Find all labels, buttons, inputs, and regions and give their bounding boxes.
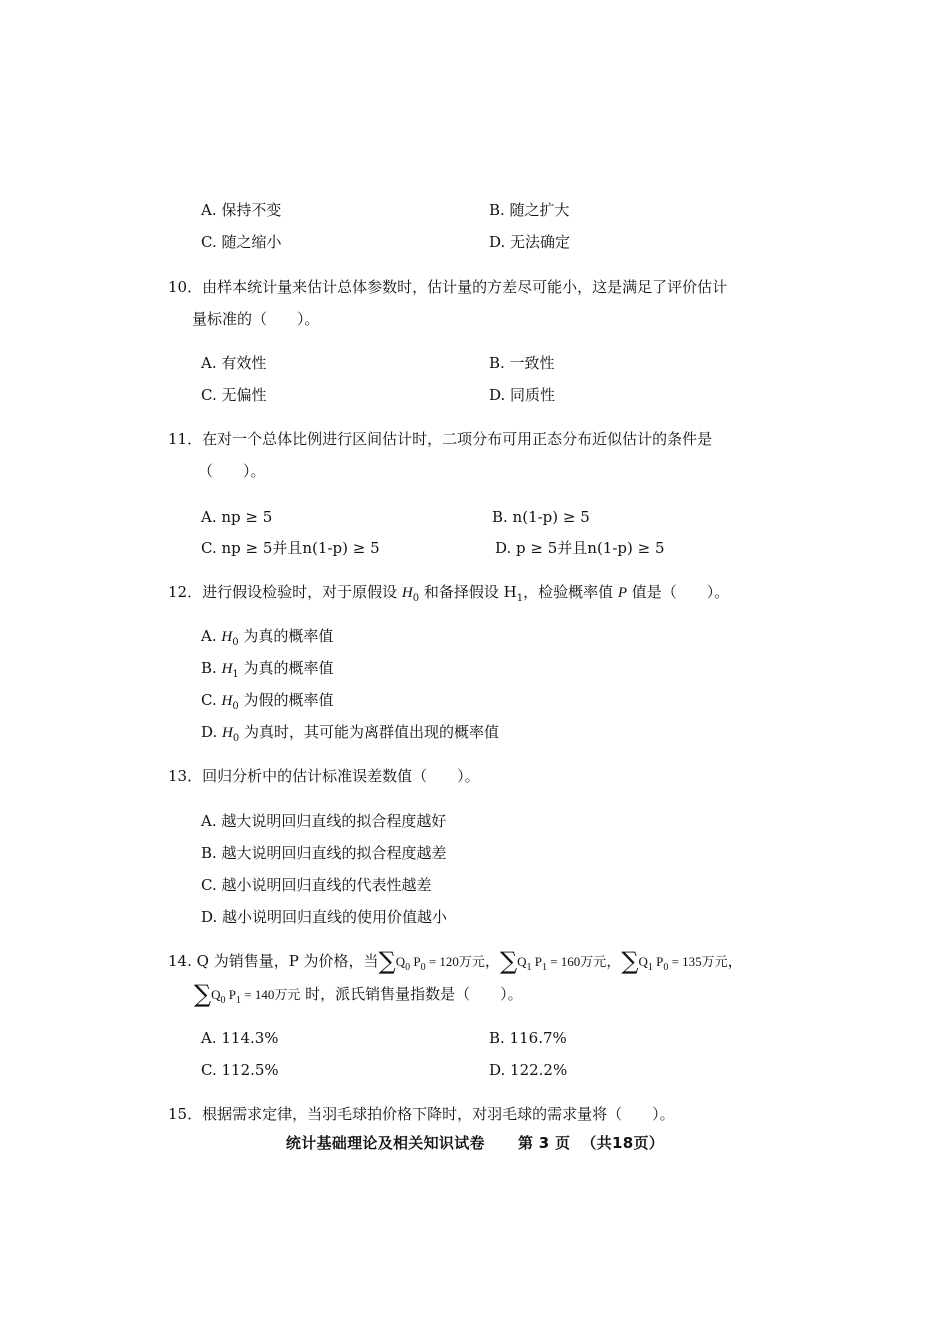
q12-option-d-label: D. [201, 723, 223, 741]
q9-option-a: A. 保持不变 [201, 201, 282, 219]
q11-option-a: A. np ≥ 5 [201, 508, 273, 526]
q14-comma-3: ， [727, 952, 743, 970]
sum-icon: ∑ [378, 947, 396, 975]
q11-option-b: B. n(1-p) ≥ 5 [492, 508, 590, 526]
sum-icon: ∑ [621, 947, 639, 975]
q10-option-d: D. 同质性 [489, 386, 556, 404]
q11-stem-line2: （ ）。 [198, 462, 266, 480]
q11-stem-line1: 11．在对一个总体比例进行区间估计时，二项分布可用正态分布近似估计的条件是 [168, 430, 713, 448]
q13-option-a: A. 越大说明回归直线的拟合程度越好 [201, 812, 447, 830]
q12-option-b-sub: 1 [232, 669, 239, 680]
q13-stem: 13．回归分析中的估计标准误差数值（ ）。 [168, 767, 480, 785]
q12-stem-prefix: 12．进行假设检验时，对于原假设 [168, 583, 402, 601]
q12-option-a [201, 626, 333, 647]
q14-stem-line1 [168, 947, 743, 975]
q12-option-c [201, 690, 333, 711]
q12-option-d-sub: 0 [232, 733, 240, 744]
q10-option-b: B. 一致性 [489, 354, 555, 372]
q12-stem-mid1: 和备择假设 H [419, 583, 517, 601]
q14-sum1: $Q_0$ $P_0 = 120$万元 [395, 954, 485, 973]
q12-option-c-label: C. [201, 691, 222, 709]
q14-option-d: D. 122.2% [489, 1061, 568, 1079]
q12-option-d [201, 722, 499, 743]
q14-option-b: B. 116.7% [489, 1029, 567, 1047]
q12-h0-sub: 0 [412, 593, 420, 604]
sum-icon: ∑ [194, 980, 212, 1008]
q10-stem-line1: 10．由样本统计量来估计总体参数时，估计量的方差尽可能小，这是满足了评价估计 [168, 278, 728, 296]
q12-stem-suffix: 值是（ ）。 [627, 583, 730, 601]
q10-option-c: C. 无偏性 [201, 386, 267, 404]
q12-option-d-var: H [222, 725, 233, 741]
footer-total-pages: （共18页） [581, 1134, 665, 1152]
q14-option-c: C. 112.5% [201, 1061, 279, 1079]
sum-icon: ∑ [499, 947, 518, 975]
q12-stem-mid2: ，检验概率值 [523, 583, 618, 601]
q12-option-d-text: 为真时，其可能为离群值出现的概率值 [239, 723, 500, 741]
q12-h0-var: H [401, 585, 413, 601]
q14-comma-2: ， [606, 952, 622, 970]
q14-stem-line2 [194, 980, 523, 1008]
q14-stem-suffix: 时，派氏销售量指数是（ ）。 [300, 985, 523, 1003]
q12-option-b [201, 658, 334, 679]
q12-p-var: P [617, 585, 628, 601]
q12-option-b-text: 为真的概率值 [238, 659, 334, 677]
q12-option-c-var: H [221, 693, 233, 709]
q12-option-b-var: H [221, 661, 233, 677]
q12-option-c-sub: 0 [232, 701, 239, 712]
q14-sum2: $Q_1$ $P_1 = 160$万元 [517, 954, 607, 973]
q14-option-a: A. 114.3% [201, 1029, 279, 1047]
q14-sum3: $Q_1$ $P_0 = 135$万元 [638, 954, 728, 973]
q12-option-a-text: 为真的概率值 [238, 627, 334, 645]
q13-option-d: D. 越小说明回归直线的使用价值越小 [201, 908, 448, 926]
q9-option-c: C. 随之缩小 [201, 233, 282, 251]
q11-option-c: C. np ≥ 5并且n(1-p) ≥ 5 [201, 539, 380, 557]
q9-option-d: D. 无法确定 [489, 233, 571, 251]
q12-stem [168, 582, 729, 603]
q12-option-a-var: H [221, 629, 233, 645]
q13-option-c: C. 越小说明回归直线的代表性越差 [201, 876, 432, 894]
footer-page-number: 第 3 页 [517, 1134, 571, 1152]
q12-option-b-label: B. [201, 659, 222, 677]
page-footer [0, 1132, 950, 1153]
q12-h1-sub: 1 [516, 593, 524, 604]
q12-option-a-label: A. [201, 627, 222, 645]
q13-option-b: B. 越大说明回归直线的拟合程度越差 [201, 844, 447, 862]
q14-sum4: $Q_0$ $P_1 = 140$万元 [211, 987, 301, 1006]
q9-option-b: B. 随之扩大 [489, 201, 570, 219]
q10-stem-line2: 量标准的（ ）。 [192, 310, 320, 328]
q14-stem-prefix: 14. Q 为销售量，P 为价格，当 [168, 952, 379, 970]
q10-option-a: A. 有效性 [201, 354, 267, 372]
footer-title: 统计基础理论及相关知识试卷 [285, 1134, 485, 1152]
q11-option-d: D. p ≥ 5并且n(1-p) ≥ 5 [495, 539, 665, 557]
q12-option-c-text: 为假的概率值 [238, 691, 334, 709]
q15-stem: 15．根据需求定律，当羽毛球拍价格下降时，对羽毛球的需求量将（ ）。 [168, 1105, 675, 1123]
q12-option-a-sub: 0 [232, 637, 239, 648]
q14-comma-1: ， [484, 952, 500, 970]
